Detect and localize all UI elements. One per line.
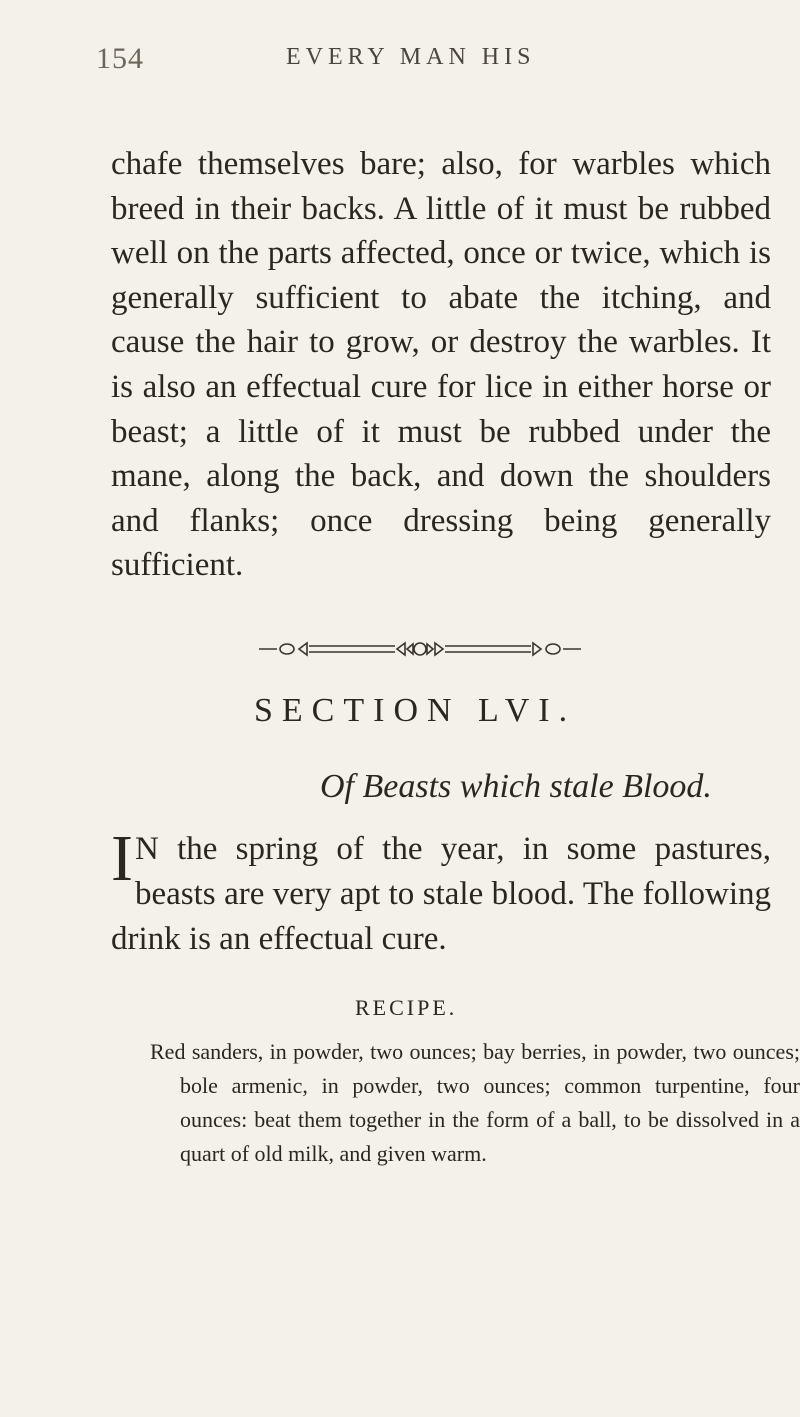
section-paragraph [111, 822, 771, 962]
running-head: EVERY MAN HIS [286, 44, 536, 70]
page-number: 154 [96, 42, 144, 75]
section-title: SECTION LVI. [254, 692, 577, 729]
section-subtitle: Of Beasts which stale Blood. [320, 768, 712, 805]
body-paragraph: chafe themselves bare; also, for warbles which breed in their backs. A little of it must be rubbed well on the parts affected, once or twice, which is generally sufficient to abate the itching, and cause the hair to grow, or destroy the warbles. It is also an effectual cure for lice in either horse or beast; a little of it must be rubbed under the mane, along the back, and down the shoulders and flanks; once dressing being generally sufficient. [111, 146, 771, 584]
recipe-title: RECIPE. [355, 995, 458, 1020]
ornament-divider [255, 638, 585, 660]
recipe-text: Red sanders, in powder, two ounces; bay berries, in powder, two ounces; bole armenic, in powder, two ounces; common turpentine, four ounces: beat them together in the form of a ball, to be dissolved in a quart of old milk, and given warm. [150, 1039, 800, 1166]
page-header [96, 42, 760, 82]
drop-cap: I [111, 822, 133, 895]
section-paragraph-text: N the spring of the year, in some pastures, beasts are very apt to stale blood. The following drink is an effectual cure. [111, 831, 771, 957]
